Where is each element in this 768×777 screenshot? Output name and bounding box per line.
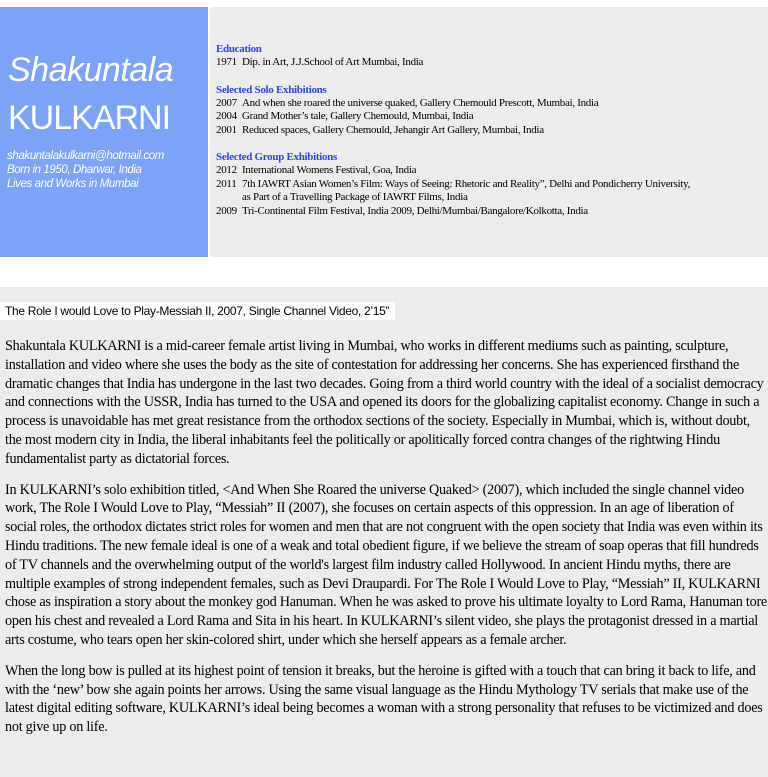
cv-year: 2007 [216, 96, 237, 109]
cv-text: Tri-Continental Film Festival, India 2009, Delhi/Mumbai/Bangalore/Kolkotta, India [242, 204, 588, 217]
artist-email: shakuntalakulkarni@hotmail.com [7, 150, 164, 162]
statement-paragraph: Shakuntala KULKARNI is a mid-career female artist living in Mumbai, who works in different mediums such as painting, sculpture, installation and video where she uses the body as the site of contestation for addressing her concerns. She has experienced firsthand the dramatic changes that India has undergone in the last two decades. Going from a third world country with the ideal of a socialist democracy and connections with the USSR, India has turned to the USA and opened its doors for the globalizing capitalist economy. Change in such a process is unavoidable has met great resistance from the orthodox sections of the society. Especially in Mumbai, which is, without doubt, the most modern city in India, the liberal inhabitants feel the politically or apolitically forced contra changes of the rightwing Hindu fundamentalist party as dictatorial forces. [5, 338, 764, 467]
cv-year: 2009 [216, 204, 237, 217]
cv-year: 2011 [216, 177, 237, 190]
statement-paragraph: When the long bow is pulled at its highest point of tension it breaks, but the heroine is gifted with a touch that can bring it back to life, and with the ‘new’ bow she again points her arrows. Using the same visual language as the Hindu Mythology TV serials that make use of the latest digital editing software, KULKARNI’s ideal being becomes a woman with a strong personality that refuses to be victimized and does not give up on life. [5, 662, 763, 736]
cv-group-item [216, 205, 764, 219]
cv-group-item-continuation: as Part of a Travelling Package of IAWRT Films, India [242, 191, 468, 203]
cv-solo-item [216, 97, 764, 111]
cv-block [210, 7, 768, 257]
artist-last-name: KULKARNI [8, 99, 171, 137]
cv-group-title: Selected Group Exhibitions [216, 151, 337, 163]
cv-education-title: Education [216, 43, 262, 55]
artist-residence: Lives and Works in Mumbai [7, 178, 139, 190]
cv-text: And when she roared the universe quaked, Gallery Chemould Prescott, Mumbai, India [242, 96, 599, 109]
cv-year: 2004 [216, 110, 237, 122]
statement-paragraph: In KULKARNI’s solo exhibition titled, <And When She Roared the universe Quaked> (2007), which included the single channel video work, The Role I Would Love to Play, “Messiah” II (2007), she focuses on certain aspects of this oppression. In an age of liberation of social roles, the orthodox dictates strict roles for women and men that are not congruent with the open society that India was even within its Hindu traditions. The new female ideal is one of a weak and total obedient figure, if we believe the stream of soap operas that fill hundreds of TV channels and the overwhelming output of the world's largest film industry called Hollywood. In ancient Hindu myths, there are multiple examples of strong independent females, such as Devi Draupardi. For The Role I Would Love to Play, “Messiah” II, KULKARNI chose as inspiration a story about the monkey god Hanuman. When he was asked to prove his ultimate loyalty to Lord Rama, Hanuman tore open his chest and revealed a Lord Rama and Sita in his heart. In KULKARNI’s silent video, she plays the protagonist dressed in a martial arts costume, who tears open her skin-colored shirt, under which she herself appears as a female archer. [5, 481, 767, 648]
cv-text: 7th IAWRT Asian Women’s Film: Ways of Seeing: Rhetoric and Reality”, Delhi and Pondicherry University, [242, 177, 691, 190]
cv-group-item [216, 178, 764, 192]
cv-solo-item [216, 110, 764, 124]
artist-birth: Born in 1950, Dharwar, India [7, 164, 142, 176]
artwork-section [0, 287, 768, 777]
cv-text: Grand Mother’s tale, Gallery Chemould, Mumbai, India [242, 110, 474, 122]
artist-name-block [0, 7, 208, 257]
artist-contact [7, 149, 164, 191]
cv-group-item [216, 164, 764, 178]
cv-text: International Womens Festival, Goa, India [242, 164, 417, 176]
cv-education-item [216, 56, 764, 70]
artist-header [0, 7, 768, 257]
cv-solo-title: Selected Solo Exhibitions [216, 83, 327, 96]
artist-first-name: Shakuntala [8, 51, 174, 89]
cv-content [216, 43, 764, 218]
artwork-caption: The Role I would Love to Play-Messiah II, 2007, Single Channel Video, 2’15” [0, 302, 395, 320]
cv-text: Reduced spaces, Gallery Chemould, Jehangir Art Gallery, Mumbai, India [242, 123, 544, 136]
cv-year: 2001 [216, 123, 237, 136]
cv-text: Dip. in Art, J.J.School of Art Mumbai, India [242, 56, 424, 68]
cv-year: 1971 [216, 56, 237, 68]
cv-year: 2012 [216, 164, 237, 176]
artist-statement [5, 337, 767, 749]
cv-solo-item [216, 124, 764, 138]
